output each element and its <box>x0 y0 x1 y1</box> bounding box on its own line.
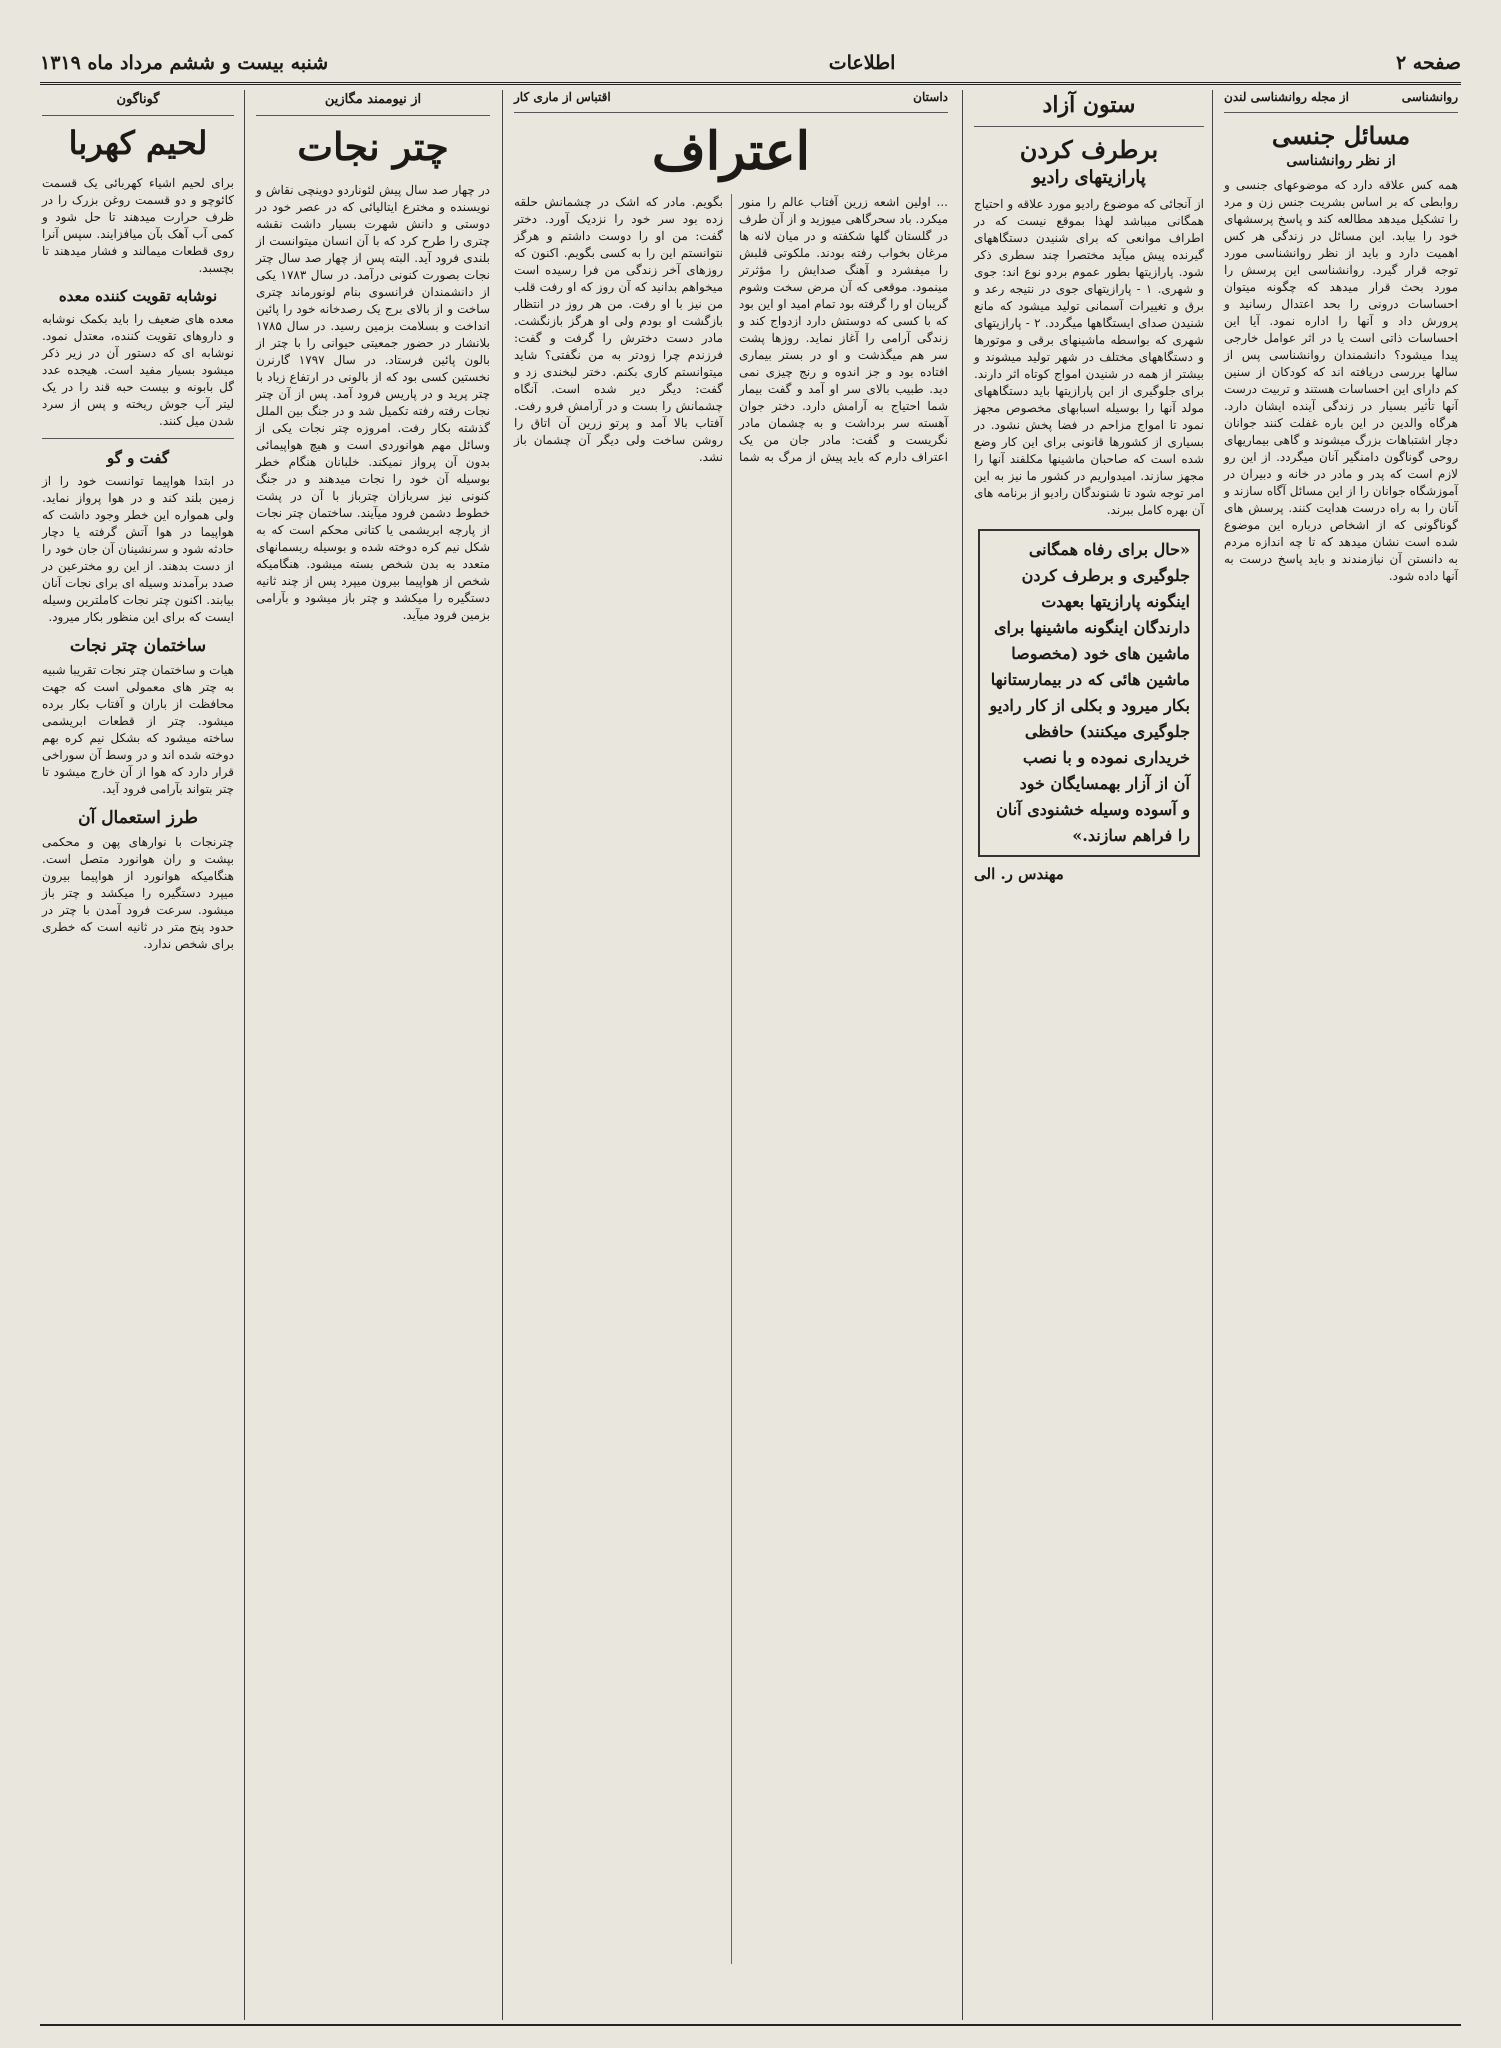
stomach-drink-body: معده های ضعیف را باید بکمک نوشابه و داروهای تقویت کننده، معتدل نمود. نوشابه ای که دستور آن در زیر ذکر میشود بسیار مفید است. هیجده عدد گل بابونه و بیست حبه قند را در یک لیتر آب جوش ریخته و پس از سرد شدن میل کنند. <box>42 312 234 429</box>
psychology-subtitle: از نظر روانشناسی <box>1286 153 1396 169</box>
divider <box>256 115 490 116</box>
callout-line: اینگونه پارازیتها بعهدت <box>1041 592 1190 611</box>
radio-callout-box <box>978 529 1200 857</box>
divider <box>42 115 234 116</box>
divider <box>974 126 1204 127</box>
story-body: ... اولین اشعه زرین آفتاب عالم را منور میکرد. باد سحرگاهی میوزید و از آن طرف در گلستان گلها شکفته و در میان لانه ها مرغان بخواب رفته بودند. ملکوتی قلبش را میفشرد و آهنگ صدایش را مؤثرتر مینمود. موقعی که آن مرض سخت وشوم گریبان او را گرفته بود تمام امید او این بود که با کسی که دوستش دارد ازدواج کند و زندگی آرامی را آغاز نماید. روزها پشت سر هم میگذشت و او در بستر بیماری افتاده بود و جز اندوه و رنج چیزی نمی دید. طبیب بالای سر او آمد و گفت بیمار شما احتیاج به آرامش دارد. دختر جوان آهسته سر برداشت و به چشمان مادر نگریست و گفت: مادر جان من یک اعتراف دارم که باید پیش از مرگ به شما بگویم. مادر که اشک در چشمانش حلقه زده بود سر خود را نزدیک آورد. دختر گفت: من او را دوست داشتم و هرگز نتوانستم این را به کسی بگویم. اکنون که روزهای آخر زندگی من فرا رسیده است میخواهم بدانید که آن روز که او رفت قلب من نیز با او رفت. من هر روز در انتظار بازگشت او بودم ولی او هرگز بازنگشت. مادر دست دخترش را گرفت و گفت: فرزندم چرا زودتر به من نگفتی؟ شاید میتوانستم کاری بکنم. دختر لبخندی زد و گفت: دیگر دیر شده است. آنگاه چشمانش را بست و در آرامش فرو رفت. آفتاب بالا آمد و پرتو زرین آن اتاق را روشن ساخت ولی دیگر آن چشمان باز نشد. <box>514 195 948 465</box>
radio-title: برطرف کردن <box>1019 135 1159 164</box>
page-number: صفحه ۲ <box>1395 52 1461 74</box>
story-title: اعتراف <box>651 121 811 182</box>
misc-section-tag: گوناگون <box>116 92 160 107</box>
parachute-source: از نیوممند مگازین <box>324 92 422 107</box>
radio-section-tag: ستون آزاد <box>1042 92 1136 118</box>
usage-method-heading: طرز استعمال آن <box>78 808 198 829</box>
callout-line: آن از آزار بهمسایگان خود <box>1019 774 1190 793</box>
psychology-title: مسائل جنسی <box>1271 121 1411 150</box>
story-source: اقتباس از ماری کار <box>514 90 611 104</box>
radio-subtitle: پارازیتهای رادیو <box>1032 167 1146 188</box>
callout-line: و آسوده وسیله خشنودی آنان <box>996 800 1190 819</box>
paper-name: اطلاعات <box>828 52 896 74</box>
callout-line: خریداری نموده و با نصب <box>1022 748 1190 767</box>
story-section-tag: داستان <box>913 90 948 104</box>
stomach-drink-heading: نوشابه تقویت کننده معده <box>58 287 218 306</box>
masthead <box>40 48 1461 78</box>
radio-column <box>968 90 1210 2020</box>
column-divider <box>1212 90 1213 2020</box>
callout-line: دارندگان اینگونه ماشینها برای <box>994 618 1190 637</box>
story-column <box>508 90 954 2020</box>
callout-line: ماشین هائی که در بیمارستانها <box>990 670 1190 689</box>
story-kicker <box>514 90 948 104</box>
parachute-title: چتر نجات <box>297 124 449 169</box>
divider <box>1224 112 1458 113</box>
amber-solder-body: برای لحیم اشیاء کهربائی یک قسمت کائوچو و دو قسمت روغن بزرک را در ظرف حرارت میدهند تا حل شود و کمی آب آهک بآن میافزایند. سپس آنرا روی قطعات میمالند و فشار میدهند تا بچسبد. <box>42 176 234 276</box>
psychology-kicker <box>1224 90 1458 104</box>
bottom-rule <box>40 2024 1461 2026</box>
psychology-source: از مجله روانشناسی لندن <box>1224 90 1349 104</box>
psychology-column <box>1218 90 1464 2020</box>
callout-line: جلوگیری و برطرف کردن <box>1021 566 1190 585</box>
divider <box>42 438 234 439</box>
usage-method-body: چترنجات با نوارهای پهن و محکمی بپشت و ران هوانورد متصل است. هنگامیکه هوانورد از هواپیما بیرون میپرد دستگیره را میکشد و چتر باز میشود. سرعت فرود آمدن با چتر در حدود پنج متر در ثانیه است که خطری برای شخص ندارد. <box>42 835 234 952</box>
misc-section-body: در ابتدا هواپیما توانست خود را از زمین بلند کند و در هوا پرواز نماید. ولی همواره این خطر وجود داشت که هواپیما در هوا آتش گرفته یا دچار حادثه شود و سرنشینان آن جان خود را از دست بدهند. از این رو مخترعین در صدد برآمدند وسیله ای برای نجات آنان بیابند. اکنون چتر نجات کاملترین وسیله ایست که برای این منظور بکار میرود. <box>42 474 234 625</box>
callout-line: جلوگیری میکنند) حافظی <box>1024 722 1190 741</box>
callout-line: ماشین های خود (مخصوصا <box>1011 644 1190 663</box>
psychology-section-tag: روانشناسی <box>1401 90 1458 104</box>
parachute-column <box>250 90 496 2020</box>
callout-line: بکار میرود و بکلی از کار رادیو <box>989 696 1190 715</box>
parachute-body: در چهار صد سال پیش لئوناردو دوینچی نقاش و نویسنده و مخترع ایتالیائی که در عصر خود در دوستی و دانش شهرت بسیار داشت نقشه چتری را طرح کرد که با آن انسان میتوانست از بلندی فرود آید. البته پس از چهار صد سال چتر نجات بصورت کنونی درآمد. در سال ۱۷۸۳ یکی از دانشمندان فرانسوی بنام لونورماند چتری ساخت و از بالای برج یک رصدخانه خود را پائین انداخت و بسلامت بزمین رسید. در سال ۱۷۸۵ بلانشار در حضور جمعیتی حیوانی را با چتر از بالون پائین فرستاد. در سال ۱۷۹۷ گارنرن نخستین کسی بود که از بالونی در ارتفاع زیاد با چتر پرید و در پاریس فرود آمد. پس از آن چتر نجات رفته رفته تکمیل شد و در جنگ بین الملل گذشته بکار رفت. امروزه چتر نجات یکی از وسائل مهم هوانوردی است و هیچ هواپیمائی بدون آن پرواز نمیکند. خلبانان هنگام خطر بوسیله آن خود را نجات میدهند و در جنگ کنونی نیز سربازان چترباز با آن در پشت خطوط دشمن فرود میآیند. ساختمان چتر نجات از پارچه ابریشمی یا کتانی محکم است که به شکل نیم کره دوخته شده و بوسیله ریسمانهای متعدد به بدن شخص بسته میشود. هنگامیکه شخص از هواپیما بیرون میپرد پس از چند ثانیه دستگیره را میکشد و چتر باز میشود و بآرامی بزمین فرود میآید. <box>256 182 490 622</box>
misc-section-heading: گفت و گو <box>106 449 170 468</box>
masthead-rule <box>40 82 1461 85</box>
misc-column <box>36 90 240 2020</box>
column-divider <box>502 90 503 2020</box>
psychology-body: همه کس علاقه دارد که موضوعهای جنسی و روابطی که بر اساس بشریت جنس زن و مرد را تشکیل میدهد مطالعه کند و پاسخ پرسشهای خود را بیابد. این مسائل در زندگی هر کس اهمیت دارد و باید از نظر روانشناسی مورد توجه قرار گیرد. روانشناسی این پرسش را مورد بحث قرار میدهد که چگونه میتوان احساسات درونی را بحد اعتدال رسانید و پرورش داد و آنها را اداره نمود. آیا این احساسات ذاتی است یا در اثر عوامل خارجی پیدا میشود؟ دانشمندان روانشناسی پس از سالها بررسی دریافته اند که کودکان از سنین کم دارای این احساسات هستند و تربیت درست آنها تأثیر بسیار در زندگی آینده ایشان دارد. هرگاه والدین در این باره غفلت کنند جوانان دچار اشتباهات بزرگ میشوند و گاهی بیماریهای روحی گوناگون دامنگیر آنان میگردد. از این رو لازم است که پدر و مادر در خانه و دبیران در آموزشگاه جوانان را از این مسائل آگاه سازند و آنان را به راه درست هدایت کنند. پرسش های گوناگونی که از اشخاص درباره این موضوع شده است نشان میدهد که تا چه اندازه مردم به دانستن آن نیازمندند و باید پاسخ درست به آنها داده شود. <box>1224 178 1458 583</box>
issue-date: شنبه بیست و ششم مرداد ماه ۱۳۱۹ <box>40 52 329 74</box>
parachute-structure-heading: ساختمان چتر نجات <box>69 636 207 657</box>
callout-line: «حال برای رفاه همگانی <box>1028 540 1190 559</box>
amber-solder-title: لحیم کهربا <box>68 124 208 162</box>
radio-body: از آنجائی که موضوع رادیو مورد علاقه و احتیاج همگانی میباشد لهذا بموقع نیست که در اطراف موانعی که برای شنیدن دستگاههای گیرنده پیش میآید مختصرا چند سطری ذکر شود. پارازیتها بطور عموم بردو نوع اند: جوی و شهری. ۱ - پارازیتهای جوی در نتیجه رعد و برق و تغییرات آسمانی تولید میشود که مانع شنیدن صدای ایستگاهها میگردد. ۲ - پارازیتهای شهری که بواسطه ماشینهای برقی و موتورها و دستگاههای مختلف در شهر تولید میشوند و بیشتر از همه در شنیدن امواج کوتاه اثر دارند. برای جلوگیری از این پارازیتها باید دستگاههای مولد آنها را بوسیله اسبابهای مخصوص مجهز نمود تا امواج مزاحم در فضا پخش نشود. در بسیاری از کشورها قانونی برای این کار وضع شده است که صاحبان ماشینها مکلفند آنها را مجهز سازند. امیدواریم در کشور ما نیز به این امر توجه شود تا شنوندگان رادیو از برنامه های آن بهره کامل ببرند. <box>974 197 1204 517</box>
column-divider <box>244 90 245 2020</box>
radio-signature: مهندس ر. الی <box>974 865 1064 883</box>
column-divider <box>962 90 963 2020</box>
divider <box>514 112 948 113</box>
callout-line: را فراهم سازند.» <box>1072 826 1190 845</box>
parachute-structure-body: هیات و ساختمان چتر نجات تقریبا شبیه به چتر های معمولی است که جهت محافظت از باران و آفتاب بکار برده میشود. چتر از قطعات ابریشمی ساخته میشود که بشکل نیم کره بهم دوخته شده اند و در وسط آن سوراخی قرار دارد که هوا از آن خارج میشود تا چتر بتواند بآرامی فرود آید. <box>42 663 234 797</box>
